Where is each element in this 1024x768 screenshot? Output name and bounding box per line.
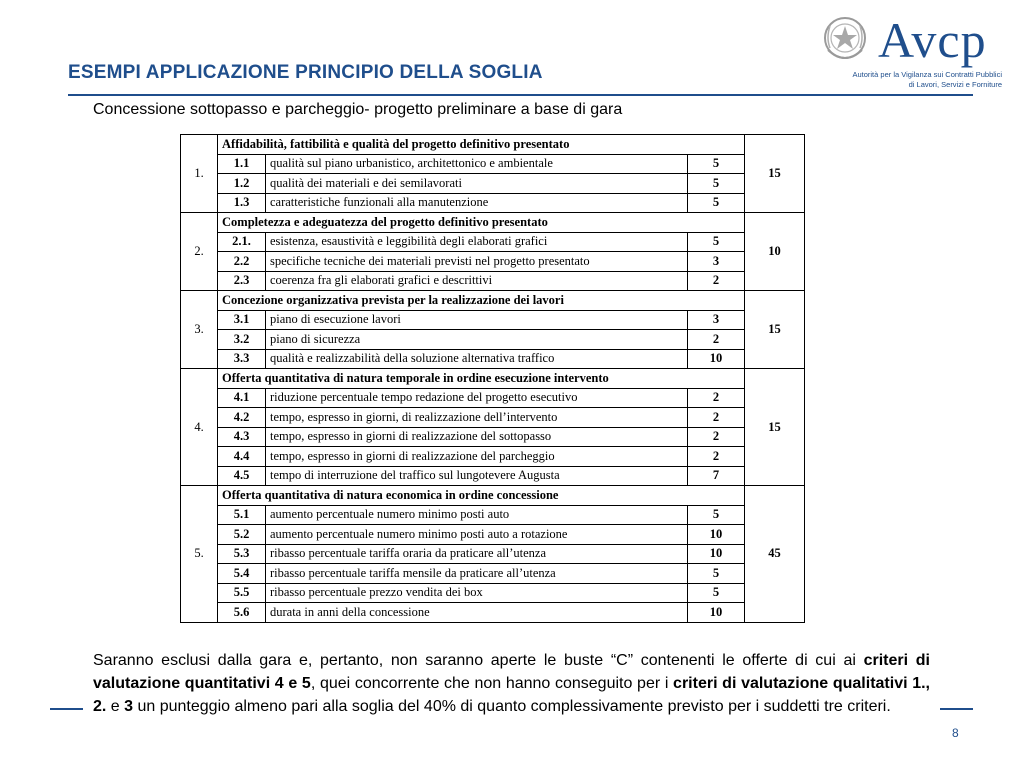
subcriterion-description: qualità e realizzabilità della soluzione alternativa traffico: [266, 349, 688, 369]
subcriterion-description: tempo, espresso in giorni, di realizzazione dell’intervento: [266, 408, 688, 428]
subcriterion-code: 2.1.: [218, 232, 266, 252]
subcriterion-code: 5.2: [218, 525, 266, 545]
subcriterion-description: piano di esecuzione lavori: [266, 310, 688, 330]
subcriterion-score: 3: [688, 310, 745, 330]
criterion-title: Affidabilità, fattibilità e qualità del progetto definitivo presentato: [218, 135, 745, 155]
subcriterion-code: 2.2: [218, 252, 266, 272]
subcriterion-code: 2.3: [218, 271, 266, 291]
subcriterion-score: 5: [688, 564, 745, 584]
criterion-total-score: 15: [745, 291, 805, 369]
subcriterion-description: durata in anni della concessione: [266, 603, 688, 623]
subcriterion-code: 5.5: [218, 583, 266, 603]
subcriterion-code: 3.1: [218, 310, 266, 330]
note-text: un punteggio almeno pari alla soglia del 40% di quanto complessivamente previsto per i suddetti tre criteri.: [133, 698, 891, 715]
subcriterion-score: 3: [688, 252, 745, 272]
subcriterion-score: 10: [688, 525, 745, 545]
threshold-note: [93, 649, 930, 718]
criterion-group-row: [181, 213, 805, 233]
subcriterion-code: 4.3: [218, 427, 266, 447]
subcriterion-row: [181, 330, 805, 350]
subcriterion-row: [181, 505, 805, 525]
criterion-number: 1.: [181, 135, 218, 213]
criterion-number: 3.: [181, 291, 218, 369]
note-bold-qualitative: criteri di valutazione qualitativi 1., 2.: [93, 675, 930, 715]
criterion-total-score: 15: [745, 369, 805, 486]
note-text: e: [106, 698, 125, 715]
criterion-total-score: 45: [745, 486, 805, 623]
subcriterion-code: 5.6: [218, 603, 266, 623]
evaluation-criteria-table: [180, 134, 805, 623]
subcriterion-score: 2: [688, 427, 745, 447]
subcriterion-score: 5: [688, 505, 745, 525]
subcriterion-code: 1.1: [218, 154, 266, 174]
subcriterion-score: 7: [688, 466, 745, 486]
avcp-logo: [818, 10, 1008, 90]
slide-subtitle: Concessione sottopasso e parcheggio- progetto preliminare a base di gara: [93, 101, 623, 118]
subcriterion-description: specifiche tecniche dei materiali previsti nel progetto presentato: [266, 252, 688, 272]
subcriterion-row: [181, 466, 805, 486]
subcriterion-code: 3.2: [218, 330, 266, 350]
criterion-title: Offerta quantitativa di natura economica in ordine concessione: [218, 486, 745, 506]
subcriterion-score: 5: [688, 174, 745, 194]
subcriterion-score: 10: [688, 544, 745, 564]
note-text: , quei concorrente che non hanno conseguito per i: [310, 675, 674, 692]
subcriterion-score: 10: [688, 349, 745, 369]
subcriterion-score: 10: [688, 603, 745, 623]
subcriterion-code: 3.3: [218, 349, 266, 369]
subcriterion-row: [181, 388, 805, 408]
subcriterion-description: coerenza fra gli elaborati grafici e descrittivi: [266, 271, 688, 291]
subcriterion-description: ribasso percentuale tariffa mensile da praticare all’utenza: [266, 564, 688, 584]
subcriterion-row: [181, 310, 805, 330]
subcriterion-description: ribasso percentuale tariffa oraria da praticare all’utenza: [266, 544, 688, 564]
subcriterion-score: 2: [688, 330, 745, 350]
note-bold-criterion-3: 3: [124, 698, 134, 715]
subcriterion-row: [181, 408, 805, 428]
criterion-number: 5.: [181, 486, 218, 623]
subcriterion-row: [181, 583, 805, 603]
subcriterion-score: 2: [688, 271, 745, 291]
logo-tagline-line1: Autorità per la Vigilanza sui Contratti Pubblici: [852, 70, 1002, 79]
subcriterion-row: [181, 525, 805, 545]
title-divider: [68, 94, 973, 96]
subcriterion-description: riduzione percentuale tempo redazione del progetto esecutivo: [266, 388, 688, 408]
footer-rule-right: [940, 708, 973, 710]
subcriterion-row: [181, 564, 805, 584]
subcriterion-row: [181, 154, 805, 174]
subcriterion-code: 4.5: [218, 466, 266, 486]
subcriterion-description: caratteristiche funzionali alla manutenzione: [266, 193, 688, 213]
footer-rule-left: [50, 708, 83, 710]
note-bold-quantitative: criteri di valutazione quantitativi 4 e 5: [93, 652, 930, 692]
subcriterion-description: tempo, espresso in giorni di realizzazione del sottopasso: [266, 427, 688, 447]
page-number: 8: [952, 726, 959, 740]
subcriterion-row: [181, 271, 805, 291]
criterion-group-row: [181, 291, 805, 311]
subcriterion-code: 1.2: [218, 174, 266, 194]
subcriterion-score: 5: [688, 193, 745, 213]
subcriterion-code: 4.2: [218, 408, 266, 428]
logo-tagline-line2: di Lavori, Servizi e Forniture: [908, 80, 1002, 89]
subcriterion-code: 5.3: [218, 544, 266, 564]
subcriterion-row: [181, 349, 805, 369]
subcriterion-row: [181, 427, 805, 447]
subcriterion-score: 2: [688, 447, 745, 467]
criterion-title: Completezza e adeguatezza del progetto definitivo presentato: [218, 213, 745, 233]
subcriterion-score: 2: [688, 388, 745, 408]
criterion-group-row: [181, 369, 805, 389]
subcriterion-score: 2: [688, 408, 745, 428]
subcriterion-row: [181, 544, 805, 564]
subcriterion-description: qualità sul piano urbanistico, architettonico e ambientale: [266, 154, 688, 174]
subcriterion-description: aumento percentuale numero minimo posti auto: [266, 505, 688, 525]
criterion-number: 4.: [181, 369, 218, 486]
subcriterion-row: [181, 447, 805, 467]
criterion-group-row: [181, 135, 805, 155]
subcriterion-row: [181, 252, 805, 272]
subcriterion-score: 5: [688, 232, 745, 252]
subcriterion-score: 5: [688, 154, 745, 174]
subcriterion-score: 5: [688, 583, 745, 603]
criterion-title: Offerta quantitativa di natura temporale in ordine esecuzione intervento: [218, 369, 745, 389]
subcriterion-description: tempo, espresso in giorni di realizzazione del parcheggio: [266, 447, 688, 467]
subcriterion-row: [181, 232, 805, 252]
subcriterion-code: 5.1: [218, 505, 266, 525]
subcriterion-description: ribasso percentuale prezzo vendita dei box: [266, 583, 688, 603]
subcriterion-description: aumento percentuale numero minimo posti auto a rotazione: [266, 525, 688, 545]
subcriterion-code: 1.3: [218, 193, 266, 213]
criterion-number: 2.: [181, 213, 218, 291]
criterion-group-row: [181, 486, 805, 506]
subcriterion-code: 4.4: [218, 447, 266, 467]
italian-republic-emblem-icon: [820, 12, 870, 66]
criterion-total-score: 10: [745, 213, 805, 291]
criterion-total-score: 15: [745, 135, 805, 213]
subcriterion-row: [181, 603, 805, 623]
logo-wordmark: Avcp: [878, 12, 987, 68]
subcriterion-description: piano di sicurezza: [266, 330, 688, 350]
subcriterion-description: esistenza, esaustività e leggibilità degli elaborati grafici: [266, 232, 688, 252]
subcriterion-description: tempo di interruzione del traffico sul lungotevere Augusta: [266, 466, 688, 486]
slide-title: ESEMPI APPLICAZIONE PRINCIPIO DELLA SOGLIA: [68, 62, 543, 83]
criterion-title: Concezione organizzativa prevista per la realizzazione dei lavori: [218, 291, 745, 311]
subcriterion-code: 4.1: [218, 388, 266, 408]
subcriterion-row: [181, 174, 805, 194]
note-text: Saranno esclusi dalla gara e, pertanto, non saranno aperte le buste “C” contenenti le offerte di cui ai: [93, 652, 864, 669]
subcriterion-code: 5.4: [218, 564, 266, 584]
subcriterion-description: qualità dei materiali e dei semilavorati: [266, 174, 688, 194]
subcriterion-row: [181, 193, 805, 213]
